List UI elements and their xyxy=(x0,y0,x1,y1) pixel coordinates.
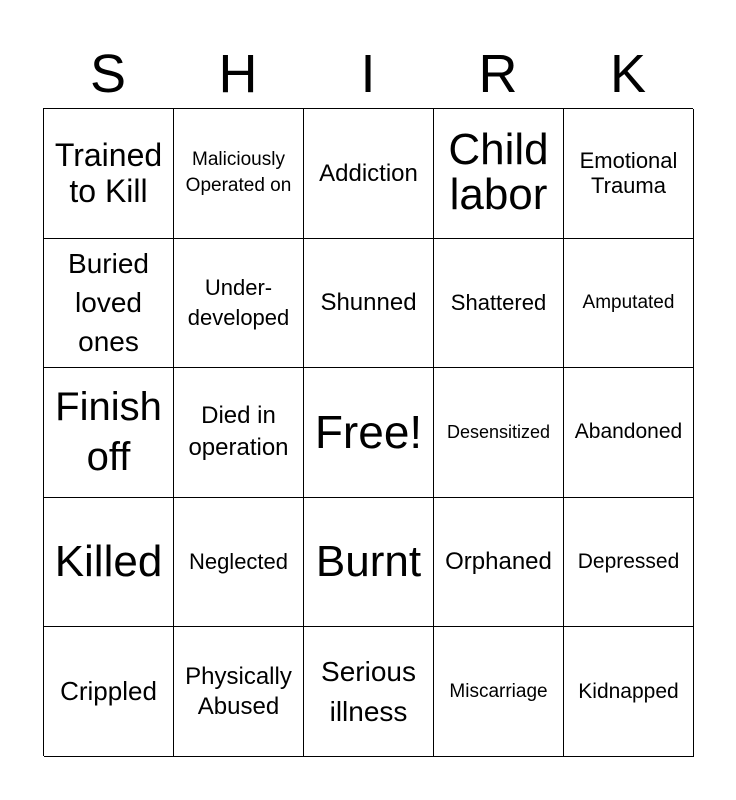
bingo-cell[interactable] xyxy=(44,109,174,239)
cell-text: Maliciously Operated on xyxy=(185,148,292,197)
cell-text: Trained to Kill xyxy=(54,136,163,210)
bingo-cell[interactable] xyxy=(304,239,434,369)
bingo-header xyxy=(43,40,693,108)
cell-text: Kidnapped xyxy=(578,679,679,703)
bingo-cell[interactable] xyxy=(304,109,434,239)
bingo-card-grid xyxy=(43,108,693,756)
header-letter-r: R xyxy=(478,44,518,104)
cell-text: Miscarriage xyxy=(449,680,548,702)
bingo-cell[interactable] xyxy=(174,239,304,369)
free-space-text: Free! xyxy=(314,406,423,459)
bingo-cell[interactable] xyxy=(174,368,304,498)
bingo-cell[interactable] xyxy=(174,498,304,628)
bingo-cell[interactable] xyxy=(564,368,694,498)
bingo-cell[interactable] xyxy=(434,627,564,757)
bingo-cell[interactable] xyxy=(174,109,304,239)
cell-text: Neglected xyxy=(188,549,289,575)
bingo-cell[interactable] xyxy=(44,368,174,498)
bingo-cell[interactable] xyxy=(564,109,694,239)
cell-text: Shattered xyxy=(450,290,547,316)
bingo-cell[interactable] xyxy=(44,498,174,628)
header-letter-h: H xyxy=(218,44,258,104)
bingo-cell[interactable] xyxy=(434,109,564,239)
header-letter-k: K xyxy=(609,44,647,104)
cell-text: Child labor xyxy=(448,125,549,220)
bingo-cell[interactable] xyxy=(174,627,304,757)
cell-text: Buried loved ones xyxy=(68,248,149,358)
bingo-cell[interactable] xyxy=(44,239,174,369)
cell-text: Killed xyxy=(54,536,163,586)
bingo-cell[interactable] xyxy=(434,368,564,498)
bingo-cell[interactable] xyxy=(564,239,694,369)
bingo-cell[interactable] xyxy=(434,239,564,369)
free-space-cell[interactable] xyxy=(304,368,434,498)
cell-text: Under-developed xyxy=(187,275,290,330)
header-letter-i: I xyxy=(360,44,376,104)
bingo-cell[interactable] xyxy=(304,627,434,757)
cell-text: Died in operation xyxy=(188,402,289,462)
bingo-cell[interactable] xyxy=(564,498,694,628)
header-letter-s: S xyxy=(89,44,127,104)
cell-text: Orphaned xyxy=(445,548,552,576)
bingo-cell[interactable] xyxy=(564,627,694,757)
cell-text: Physically Abused xyxy=(185,662,292,720)
cell-text: Crippled xyxy=(60,675,157,706)
cell-text: Addiction xyxy=(319,159,418,187)
bingo-cell[interactable] xyxy=(304,498,434,628)
cell-text: Amputated xyxy=(582,291,675,313)
cell-text: Abandoned xyxy=(574,420,683,444)
cell-text: Depressed xyxy=(577,550,680,573)
cell-text: Finish off xyxy=(55,385,162,480)
cell-text: Shunned xyxy=(320,289,417,317)
cell-text: Desensitized xyxy=(446,422,551,443)
bingo-cell[interactable] xyxy=(44,627,174,757)
bingo-cell[interactable] xyxy=(434,498,564,628)
cell-text: Burnt xyxy=(315,536,422,586)
cell-text: Emotional Trauma xyxy=(579,148,678,199)
cell-text: Serious illness xyxy=(321,656,416,727)
